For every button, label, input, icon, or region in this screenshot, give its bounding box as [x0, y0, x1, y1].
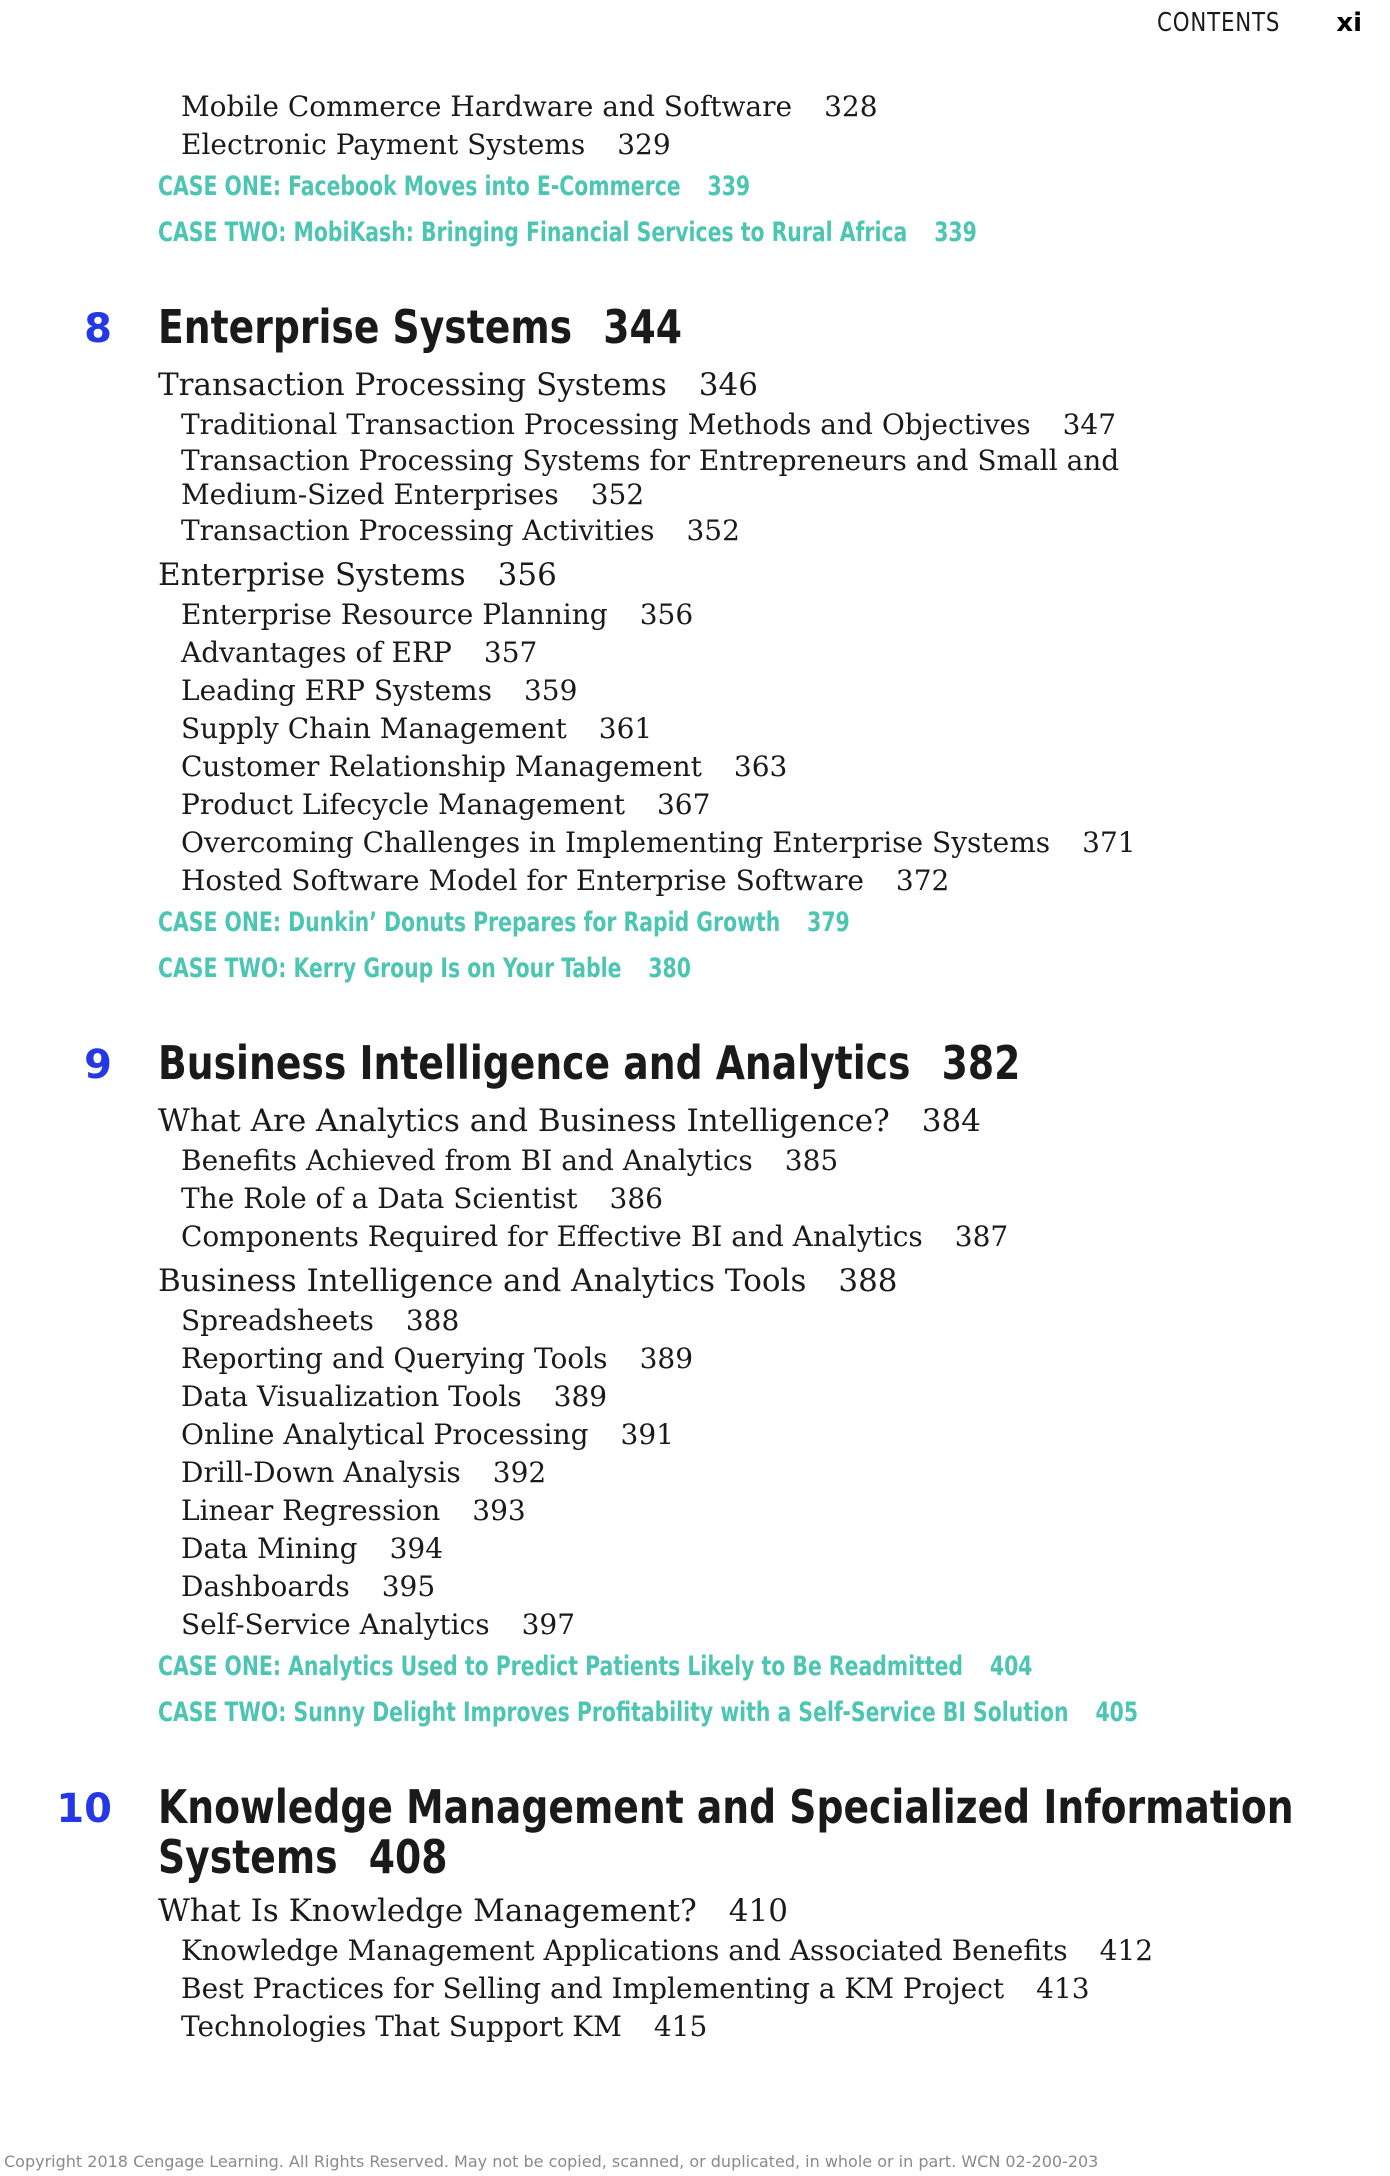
toc-entry[interactable] [181, 1180, 1390, 1218]
toc-entry[interactable] [181, 824, 1390, 862]
chapter-page: 408 [368, 1830, 448, 1884]
toc-entry[interactable] [181, 634, 1390, 672]
entry-title: The Role of a Data Scientist [181, 1182, 578, 1215]
section-title: What Are Analytics and Business Intelligence? [158, 1103, 890, 1139]
entry-title: Self-Service Analytics [181, 1608, 490, 1641]
case-title: CASE ONE: Facebook Moves into E-Commerce [158, 171, 681, 202]
entry-page: 352 [686, 514, 740, 547]
entry-page: 372 [895, 864, 950, 897]
entry-page: 413 [1036, 1972, 1090, 2005]
chapter-10 [0, 1782, 1390, 2046]
toc-entry[interactable] [181, 862, 1390, 900]
toc-entry[interactable] [181, 1142, 1390, 1180]
entry-title: Linear Regression [181, 1494, 441, 1527]
entry-page: 397 [521, 1608, 576, 1641]
entry-page: 389 [553, 1380, 608, 1413]
chapter-title-line-1: Knowledge Management and Specialized Information [158, 1780, 1294, 1834]
toc-entry[interactable] [181, 672, 1390, 710]
section-page: 410 [728, 1893, 788, 1929]
case-title: CASE ONE: Dunkin’ Donuts Prepares for Rapid Growth [158, 907, 781, 938]
entry-title: Benefits Achieved from BI and Analytics [181, 1144, 753, 1177]
case-entry[interactable] [158, 1644, 1193, 1690]
toc-entry[interactable] [181, 1530, 1390, 1568]
case-entry[interactable] [158, 900, 1193, 946]
toc-entry-continued[interactable] [181, 478, 1390, 512]
toc-entry[interactable] [181, 126, 1390, 164]
entry-title: Enterprise Resource Planning [181, 598, 608, 631]
entry-title: Electronic Payment Systems [181, 128, 586, 161]
toc-entry[interactable] [181, 512, 1390, 550]
entry-title: Spreadsheets [181, 1304, 374, 1337]
table-of-contents [0, 88, 1390, 2046]
entry-page: 367 [656, 788, 711, 821]
entry-title: Product Lifecycle Management [181, 788, 625, 821]
entry-title: Transaction Processing Systems for Entrepreneurs and Small and [181, 444, 1120, 477]
case-title: CASE TWO: Kerry Group Is on Your Table [158, 953, 622, 984]
entry-title: Hosted Software Model for Enterprise Software [181, 864, 864, 897]
toc-entry[interactable] [181, 1932, 1390, 1970]
running-title: CONTENTS [1157, 8, 1281, 38]
entry-title: Mobile Commerce Hardware and Software [181, 90, 793, 123]
case-page: 379 [807, 907, 850, 938]
toc-entry[interactable] [181, 1378, 1390, 1416]
entry-title: Drill-Down Analysis [181, 1456, 461, 1489]
entry-title: Best Practices for Selling and Implementing a KM Project [181, 1972, 1005, 2005]
toc-entry[interactable] [181, 1492, 1390, 1530]
case-page: 405 [1095, 1697, 1139, 1728]
toc-entry[interactable] [181, 786, 1390, 824]
entry-page: 386 [609, 1182, 663, 1215]
section-entry[interactable] [158, 1890, 1390, 1932]
entry-page: 394 [389, 1532, 444, 1565]
chapter-number: 9 [84, 1042, 112, 1088]
case-page: 339 [934, 217, 977, 248]
entry-title: Reporting and Querying Tools [181, 1342, 608, 1375]
chapter-8 [0, 302, 1390, 992]
entry-title: Data Mining [181, 1532, 358, 1565]
entry-title: Technologies That Support KM [181, 2010, 622, 2043]
section-title: Business Intelligence and Analytics Tools [158, 1263, 807, 1299]
section-title: Transaction Processing Systems [158, 367, 667, 403]
entry-page: 363 [733, 750, 788, 783]
entry-title: Transaction Processing Activities [181, 514, 655, 547]
entry-title: Supply Chain Management [181, 712, 567, 745]
toc-entry[interactable] [181, 1302, 1390, 1340]
case-entry[interactable] [158, 946, 1193, 992]
toc-entry[interactable] [181, 748, 1390, 786]
toc-entry[interactable] [181, 1340, 1390, 1378]
toc-entry[interactable] [181, 406, 1390, 444]
entry-title: Components Required for Effective BI and Analytics [181, 1220, 923, 1253]
case-page: 404 [989, 1651, 1033, 1682]
entry-page: 415 [653, 2010, 708, 2043]
section-title: What Is Knowledge Management? [158, 1893, 697, 1929]
page-number: xi [1336, 8, 1362, 38]
entry-title: Advantages of ERP [181, 636, 452, 669]
entry-title: Traditional Transaction Processing Methods and Objectives [181, 408, 1031, 441]
chapter-page: 382 [941, 1036, 1021, 1090]
entry-page: 387 [954, 1220, 1009, 1253]
entry-title: Knowledge Management Applications and Associated Benefits [181, 1934, 1068, 1967]
chapter-number: 10 [56, 1786, 112, 1832]
section-entry[interactable] [158, 1260, 1390, 1302]
toc-entry[interactable] [181, 2008, 1390, 2046]
entry-page: 356 [639, 598, 694, 631]
entry-page: 359 [523, 674, 578, 707]
toc-entry[interactable] [181, 1454, 1390, 1492]
entry-page: 391 [620, 1418, 674, 1451]
entry-page: 329 [617, 128, 671, 161]
chapter-page: 344 [603, 300, 683, 354]
case-title: CASE TWO: MobiKash: Bringing Financial Services to Rural Africa [158, 217, 908, 248]
chapter-title-line-2: Systems 408 [158, 1830, 448, 1884]
toc-entry[interactable] [181, 1218, 1390, 1256]
entry-page: 412 [1099, 1934, 1154, 1967]
entry-title: Overcoming Challenges in Implementing Enterprise Systems [181, 826, 1051, 859]
entry-page: 395 [381, 1570, 436, 1603]
section-page: 384 [921, 1103, 981, 1139]
entry-page: 388 [405, 1304, 460, 1337]
toc-entry[interactable] [181, 710, 1390, 748]
entry-page: 393 [472, 1494, 526, 1527]
entry-title: Data Visualization Tools [181, 1380, 522, 1413]
entry-title: Dashboards [181, 1570, 350, 1603]
section-entry[interactable] [158, 1100, 1390, 1142]
case-title: CASE ONE: Analytics Used to Predict Patients Likely to Be Readmitted [158, 1651, 964, 1682]
chapter-title: Business Intelligence and Analytics 382 [158, 1036, 1021, 1090]
toc-entry[interactable] [181, 1568, 1390, 1606]
section-page: 388 [838, 1263, 898, 1299]
chapter-9 [0, 1038, 1390, 1736]
case-page: 339 [707, 171, 751, 202]
entry-page: 357 [483, 636, 538, 669]
chapter-heading[interactable] [0, 302, 1390, 360]
case-entry[interactable] [158, 164, 1193, 210]
entry-page: 385 [784, 1144, 839, 1177]
section-entry[interactable] [158, 364, 1390, 406]
case-page: 380 [648, 953, 691, 984]
section-page: 346 [698, 367, 758, 403]
case-entry[interactable] [158, 1690, 1193, 1736]
toc-entry[interactable] [181, 1970, 1390, 2008]
entry-title: Medium-Sized Enterprises [181, 478, 559, 511]
case-title: CASE TWO: Sunny Delight Improves Profitability with a Self-Service BI Solution [158, 1697, 1069, 1728]
toc-entry[interactable] [181, 88, 1390, 126]
entry-title: Leading ERP Systems [181, 674, 492, 707]
entry-page: 347 [1062, 408, 1117, 441]
section-title: Enterprise Systems [158, 557, 466, 593]
chapter-title: Enterprise Systems 344 [158, 300, 683, 354]
entry-page: 361 [598, 712, 653, 745]
chapter-heading[interactable] [0, 1038, 1390, 1096]
entry-page: 328 [824, 90, 878, 123]
chapter-heading[interactable] [0, 1782, 1390, 1886]
section-entry[interactable] [158, 554, 1390, 596]
toc-entry[interactable] [181, 444, 1390, 478]
entry-page: 392 [492, 1456, 547, 1489]
case-entry[interactable] [158, 210, 1193, 256]
entry-page: 352 [590, 478, 645, 511]
copyright-notice: Copyright 2018 Cengage Learning. All Rights Reserved. May not be copied, scanned, or duplicated, in whole or in part. WCN 02-200-203 [4, 2152, 1099, 2171]
section-page: 356 [497, 557, 557, 593]
page-header [1130, 8, 1362, 38]
toc-entry[interactable] [181, 1606, 1390, 1644]
entry-page: 371 [1082, 826, 1136, 859]
toc-entry[interactable] [181, 1416, 1390, 1454]
chapter-number: 8 [84, 306, 112, 352]
entry-page: 389 [639, 1342, 694, 1375]
entry-title: Online Analytical Processing [181, 1418, 589, 1451]
entry-title: Customer Relationship Management [181, 750, 702, 783]
toc-entry[interactable] [181, 596, 1390, 634]
